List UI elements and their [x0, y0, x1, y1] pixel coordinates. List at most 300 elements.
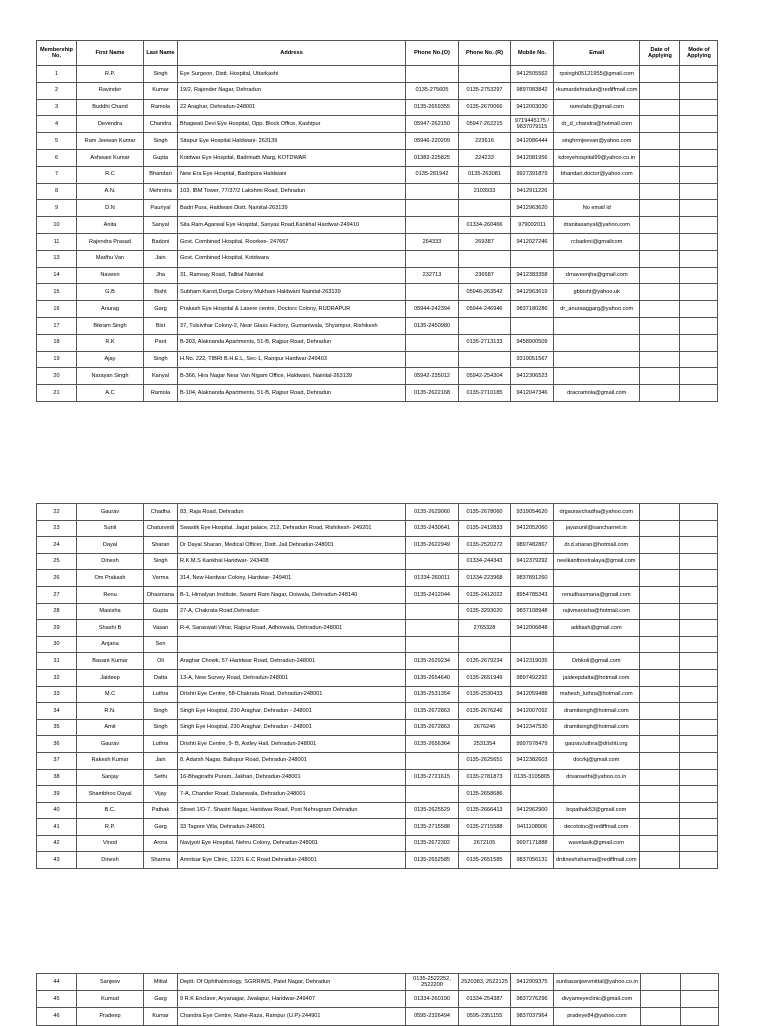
- date-of-applying-cell: [640, 200, 680, 217]
- table-row: [37, 603, 718, 620]
- email-cell: sunitasanjeevmittal@yahoo.co.in: [554, 974, 641, 991]
- address-cell: Kotdwar Eye Hospital, Badrinath Marg, KOTDWAR: [178, 149, 406, 166]
- last-name-cell: Pauriyal: [144, 200, 178, 217]
- email-cell: [554, 368, 640, 385]
- mobile-cell: 9412052060: [511, 520, 554, 537]
- email-cell: mahesh_luthra@hotmail.com: [554, 686, 640, 703]
- table-row: [37, 636, 718, 653]
- first-name-cell: Bikram Singh: [77, 317, 144, 334]
- mobile-cell: 9412379292: [511, 553, 554, 570]
- address-cell: Prakash Eye Hospital & Lasere centre, Doctors Colony, RUDRAPUR: [178, 301, 406, 318]
- phone-office-cell: [406, 620, 459, 637]
- table-row: [37, 553, 718, 570]
- table-row: [37, 200, 718, 217]
- address-cell: 7-A, Chander Road, Dalanwala, Dehradun-248001: [178, 786, 406, 803]
- table-row: [37, 351, 718, 368]
- email-cell: No email id: [554, 200, 640, 217]
- mobile-cell: 9412081956: [511, 149, 554, 166]
- mobile-cell: 9412505562: [511, 66, 554, 83]
- email-cell: Drbkoli@gmail.com: [554, 653, 640, 670]
- phone-office-cell: [406, 603, 459, 620]
- phone-residence-cell: 2765328: [459, 620, 511, 637]
- table-row: [37, 686, 718, 703]
- header-last-name: Last Name: [144, 41, 178, 66]
- mobile-cell: 9997978479: [511, 736, 554, 753]
- email-cell: [554, 351, 640, 368]
- email-cell: [554, 183, 640, 200]
- phone-office-cell: 0135-281942: [406, 166, 459, 183]
- address-cell: Singh Eye Hospital, 230 Araghar, Dehradun - 248001: [178, 703, 406, 720]
- membership-no-cell: 13: [37, 250, 77, 267]
- first-name-cell: Ashwani Kumar: [77, 149, 144, 166]
- mode-of-applying-cell: [679, 786, 717, 803]
- date-of-applying-cell: [640, 183, 680, 200]
- address-cell: Bhagwati Devi Eye Hospital, Opp. Block Office, Kashipur: [178, 116, 406, 133]
- mode-of-applying-cell: [680, 116, 718, 133]
- first-name-cell: Buddhi Chand: [77, 99, 144, 116]
- mobile-cell: 979002011: [511, 217, 554, 234]
- address-cell: 19/2, Rajender Nagar, Dehradun: [178, 82, 406, 99]
- phone-office-cell: 0135-2625529: [406, 802, 459, 819]
- table-row: [37, 504, 718, 521]
- phone-residence-cell: 01334-223968: [459, 570, 511, 587]
- address-cell: Govt. Combined Hospital, Kotdwara: [178, 250, 406, 267]
- table-row: [37, 99, 718, 116]
- table-row: [37, 183, 718, 200]
- mode-of-applying-cell: [680, 1008, 718, 1025]
- mode-of-applying-cell: [680, 66, 718, 83]
- email-cell: drnaveenjha@gmail.com: [554, 267, 640, 284]
- date-of-applying-cell: [640, 66, 680, 83]
- mobile-cell: 9412003030: [511, 99, 554, 116]
- email-cell: rkumardehradun@rediffmail.com: [554, 82, 640, 99]
- membership-no-cell: 39: [37, 786, 77, 803]
- email-cell: bcpathak53@gmail.com: [554, 802, 640, 819]
- membership-no-cell: 24: [37, 537, 77, 554]
- mobile-cell: 9458900509: [511, 334, 554, 351]
- table-row: [37, 537, 718, 554]
- mode-of-applying-cell: [679, 520, 717, 537]
- phone-office-cell: 05942-235012: [406, 368, 459, 385]
- membership-no-cell: 25: [37, 553, 77, 570]
- phone-residence-cell: 0135-2753297: [459, 82, 511, 99]
- address-cell: 27-A, Chakrata Road,Dehradun: [178, 603, 406, 620]
- first-name-cell: Sanjeev: [77, 974, 144, 991]
- header-phone-residence: Phone No. (R): [459, 41, 511, 66]
- mobile-cell: 9412963620: [511, 200, 554, 217]
- first-name-cell: Amit: [77, 719, 144, 736]
- phone-office-cell: 0135-2652585: [406, 852, 459, 869]
- phone-office-cell: 0135-2430641: [406, 520, 459, 537]
- mobile-cell: [511, 250, 554, 267]
- email-cell: [554, 317, 640, 334]
- mobile-cell: 9837037964: [511, 1008, 554, 1025]
- email-cell: [554, 636, 640, 653]
- address-cell: Subham Karoti,Durga Colony Mukhani Haldwani Nainital-263139: [178, 284, 406, 301]
- phone-office-cell: [406, 786, 459, 803]
- membership-no-cell: 1: [37, 66, 77, 83]
- members-table-1: [36, 40, 718, 402]
- address-cell: 16-Bhagirathi Puram, Jakhan, Dehradun-248001: [178, 769, 406, 786]
- phone-office-cell: 0135-2531354: [406, 686, 459, 703]
- mode-of-applying-cell: [679, 586, 717, 603]
- phone-office-cell: 01334-260011: [406, 570, 459, 587]
- phone-office-cell: 0135-2622949: [406, 537, 459, 554]
- mode-of-applying-cell: [680, 368, 718, 385]
- last-name-cell: Ramola: [144, 385, 178, 402]
- last-name-cell: Chandra: [144, 116, 178, 133]
- mode-of-applying-cell: [679, 769, 717, 786]
- mode-of-applying-cell: [679, 703, 717, 720]
- membership-no-cell: 33: [37, 686, 77, 703]
- email-cell: jayasunil@sancharnet.in: [554, 520, 640, 537]
- mode-of-applying-cell: [679, 719, 717, 736]
- table-row: [37, 752, 718, 769]
- first-name-cell: R.C: [77, 166, 144, 183]
- first-name-cell: Naveen: [77, 267, 144, 284]
- date-of-applying-cell: [640, 284, 680, 301]
- date-of-applying-cell: [640, 233, 680, 250]
- table-row: [37, 149, 718, 166]
- mode-of-applying-cell: [679, 553, 717, 570]
- mobile-cell: 9412007092: [511, 703, 554, 720]
- phone-office-cell: 0135-2522252, 2522200: [406, 974, 459, 991]
- membership-no-cell: 34: [37, 703, 77, 720]
- table-row: [37, 385, 718, 402]
- email-cell: dr.d.sharan@hotmail.com: [554, 537, 640, 554]
- first-name-cell: B.C.: [77, 802, 144, 819]
- first-name-cell: Ajay: [77, 351, 144, 368]
- email-cell: singhrmjeevan@yahoo.com: [554, 133, 640, 150]
- email-cell: drgauravchadha@yahoo.com: [554, 504, 640, 521]
- email-cell: pradeye84@yahoo.com: [554, 1008, 641, 1025]
- email-cell: [554, 786, 640, 803]
- first-name-cell: Narayan Singh: [77, 368, 144, 385]
- phone-residence-cell: [459, 636, 511, 653]
- mode-of-applying-cell: [679, 620, 717, 637]
- mobile-cell: 9837276296: [511, 991, 554, 1008]
- mode-of-applying-cell: [679, 752, 717, 769]
- membership-no-cell: 43: [37, 852, 77, 869]
- email-cell: [554, 250, 640, 267]
- date-of-applying-cell: [640, 99, 680, 116]
- address-cell: R.K.M.S Kankhal Haridwar- 243408: [178, 553, 406, 570]
- email-cell: dracramola@gmail.com: [554, 385, 640, 402]
- date-of-applying-cell: [640, 301, 680, 318]
- last-name-cell: Chadha: [144, 504, 178, 521]
- first-name-cell: R.P.: [77, 819, 144, 836]
- mode-of-applying-cell: [679, 802, 717, 819]
- members-table-2: [36, 503, 718, 869]
- mode-of-applying-cell: [679, 669, 717, 686]
- email-cell: dranitasanyal@yahoo.com: [554, 217, 640, 234]
- membership-no-cell: 45: [37, 991, 77, 1008]
- table-row: [37, 250, 718, 267]
- last-name-cell: Arora: [144, 835, 178, 852]
- phone-office-cell: [406, 200, 459, 217]
- date-of-applying-cell: [639, 786, 679, 803]
- phone-residence-cell: 2676246: [459, 719, 511, 736]
- mode-of-applying-cell: [680, 385, 718, 402]
- header-first-name: First Name: [77, 41, 144, 66]
- mobile-cell: 9412027246: [511, 233, 554, 250]
- phone-residence-cell: 0135-2530433: [459, 686, 511, 703]
- phone-office-cell: [406, 351, 459, 368]
- date-of-applying-cell: [639, 719, 679, 736]
- mode-of-applying-cell: [679, 852, 717, 869]
- first-name-cell: Rajendra Prasad: [77, 233, 144, 250]
- table-row: [37, 802, 718, 819]
- last-name-cell: Dhasmana: [144, 586, 178, 603]
- email-cell: neelkanthnetralaya@gmail.com: [554, 553, 640, 570]
- membership-no-cell: 29: [37, 620, 77, 637]
- phone-office-cell: 05944-242394: [406, 301, 459, 318]
- mode-of-applying-cell: [680, 351, 718, 368]
- date-of-applying-cell: [639, 686, 679, 703]
- last-name-cell: Chaturvedi: [144, 520, 178, 537]
- membership-no-cell: 4: [37, 116, 77, 133]
- mode-of-applying-cell: [680, 250, 718, 267]
- last-name-cell: Singh: [144, 66, 178, 83]
- date-of-applying-cell: [640, 149, 680, 166]
- phone-office-cell: 0135-2721615: [406, 769, 459, 786]
- mode-of-applying-cell: [680, 301, 718, 318]
- phone-residence-cell: 0135-2412833: [459, 520, 511, 537]
- header-mode-of-applying: Mode of Applying: [680, 41, 718, 66]
- phone-office-cell: 0135-2629060: [406, 504, 459, 521]
- date-of-applying-cell: [639, 653, 679, 670]
- address-cell: Dr Dayal Sharan, Medical Officer, Distt. Jail Dehradun-248001: [178, 537, 406, 554]
- mobile-cell: 9897083842: [511, 82, 554, 99]
- phone-residence-cell: 0135-2670066: [459, 99, 511, 116]
- mobile-cell: 9412911226: [511, 183, 554, 200]
- mobile-cell: 9897492292: [511, 669, 554, 686]
- last-name-cell: Verma: [144, 570, 178, 587]
- address-cell: Swastik Eye Hospital, Jagat palace, 212, Dehradun Road, Rishikesh- 249201: [178, 520, 406, 537]
- table-row: [37, 133, 718, 150]
- email-cell: rpsingh05121955@gmail.com: [554, 66, 640, 83]
- membership-no-cell: 8: [37, 183, 77, 200]
- membership-no-cell: 32: [37, 669, 77, 686]
- email-cell: [554, 334, 640, 351]
- phone-office-cell: 264333: [406, 233, 459, 250]
- table-row: [37, 835, 718, 852]
- address-cell: H.No. 222, TIBRI B.H.E.L, Sec-1, Ranipur Hardwar-249403: [178, 351, 406, 368]
- membership-no-cell: 46: [37, 1008, 77, 1025]
- mobile-cell: 9412047346: [511, 385, 554, 402]
- phone-residence-cell: 0135-2678060: [459, 504, 511, 521]
- first-name-cell: Renu: [77, 586, 144, 603]
- phone-residence-cell: 0135-2666413: [459, 802, 511, 819]
- membership-no-cell: 21: [37, 385, 77, 402]
- membership-no-cell: 19: [37, 351, 77, 368]
- address-cell: [178, 636, 406, 653]
- email-cell: rajivmanisha@hotmail.com: [554, 603, 640, 620]
- date-of-applying-cell: [639, 736, 679, 753]
- date-of-applying-cell: [639, 570, 679, 587]
- last-name-cell: Bhandari: [144, 166, 178, 183]
- first-name-cell: Anurag: [77, 301, 144, 318]
- mobile-cell: 9837056131: [511, 852, 554, 869]
- mode-of-applying-cell: [680, 233, 718, 250]
- address-cell: 314, New Hardwar Colony, Hardwar- 249401: [178, 570, 406, 587]
- first-name-cell: Jaideep: [77, 669, 144, 686]
- date-of-applying-cell: [639, 537, 679, 554]
- header-address: Address: [178, 41, 406, 66]
- last-name-cell: Gupta: [144, 603, 178, 620]
- email-cell: decotoinc@rediffmail.com: [554, 819, 640, 836]
- address-cell: Sitapur Eye Hospital Haldwani- 263139: [178, 133, 406, 150]
- date-of-applying-cell: [639, 636, 679, 653]
- table-row: [37, 586, 718, 603]
- date-of-applying-cell: [639, 504, 679, 521]
- mode-of-applying-cell: [680, 99, 718, 116]
- last-name-cell: Kanyal: [144, 368, 178, 385]
- address-cell: B-1, Himalyan Institute, Swami Ram Nagar, Doiwala, Dehradun-248140: [178, 586, 406, 603]
- table-row: [37, 570, 718, 587]
- mobile-cell: 9412059488: [511, 686, 554, 703]
- last-name-cell: Bisht: [144, 284, 178, 301]
- table-row: [37, 719, 718, 736]
- email-cell: dramitsingh@hotmail.com: [554, 719, 640, 736]
- mobile-cell: 9412347530: [511, 719, 554, 736]
- table-row: [37, 334, 718, 351]
- phone-residence-cell: 01334-260466: [459, 217, 511, 234]
- table-row: [37, 233, 718, 250]
- mode-of-applying-cell: [680, 133, 718, 150]
- mobile-cell: 9719445175 / 9837079115: [511, 116, 554, 133]
- mobile-cell: [511, 317, 554, 334]
- mode-of-applying-cell: [679, 835, 717, 852]
- mode-of-applying-cell: [679, 603, 717, 620]
- first-name-cell: Dinesh: [77, 852, 144, 869]
- phone-office-cell: 0595-2326494: [406, 1008, 459, 1025]
- mode-of-applying-cell: [680, 991, 718, 1008]
- first-name-cell: Anjana: [77, 636, 144, 653]
- date-of-applying-cell: [640, 1008, 680, 1025]
- first-name-cell: A.N.: [77, 183, 144, 200]
- address-cell: R-4, Saraswati Vihar, Rajpur Road, Adhoiwala, Dehradun-248001: [178, 620, 406, 637]
- membership-no-cell: 17: [37, 317, 77, 334]
- mode-of-applying-cell: [680, 200, 718, 217]
- date-of-applying-cell: [639, 769, 679, 786]
- membership-no-cell: 11: [37, 233, 77, 250]
- first-name-cell: A.C: [77, 385, 144, 402]
- mobile-cell: 9927391879: [511, 166, 554, 183]
- phone-office-cell: 0135-2715588: [406, 819, 459, 836]
- date-of-applying-cell: [640, 82, 680, 99]
- mobile-cell: 9997171888: [511, 835, 554, 852]
- membership-no-cell: 22: [37, 504, 77, 521]
- mode-of-applying-cell: [679, 736, 717, 753]
- phone-residence-cell: 2672105: [459, 835, 511, 852]
- mode-of-applying-cell: [680, 267, 718, 284]
- membership-no-cell: 16: [37, 301, 77, 318]
- header-mobile: Mobile No.: [511, 41, 554, 66]
- first-name-cell: R.N.: [77, 703, 144, 720]
- phone-residence-cell: 269387: [459, 233, 511, 250]
- mode-of-applying-cell: [680, 317, 718, 334]
- phone-residence-cell: 05942-254304: [459, 368, 511, 385]
- membership-no-cell: 28: [37, 603, 77, 620]
- header-email: Email: [554, 41, 640, 66]
- mode-of-applying-cell: [680, 149, 718, 166]
- header-row: [37, 41, 718, 66]
- first-name-cell: Shashi B: [77, 620, 144, 637]
- membership-no-cell: 9: [37, 200, 77, 217]
- phone-residence-cell: 01334-244343: [459, 553, 511, 570]
- table-row: [37, 703, 718, 720]
- date-of-applying-cell: [640, 133, 680, 150]
- mobile-cell: 9319051567: [511, 351, 554, 368]
- phone-residence-cell: 2531354: [459, 736, 511, 753]
- last-name-cell: Singh: [144, 133, 178, 150]
- phone-office-cell: 0135-2659355: [406, 99, 459, 116]
- phone-office-cell: 0135-2629234: [406, 653, 459, 670]
- mobile-cell: 9897482867: [511, 537, 554, 554]
- last-name-cell: Bist: [144, 317, 178, 334]
- date-of-applying-cell: [639, 835, 679, 852]
- last-name-cell: Kumar: [144, 82, 178, 99]
- phone-office-cell: [406, 334, 459, 351]
- mode-of-applying-cell: [679, 819, 717, 836]
- last-name-cell: Datta: [144, 669, 178, 686]
- last-name-cell: Oli: [144, 653, 178, 670]
- phone-residence-cell: 0135-2651585: [459, 852, 511, 869]
- last-name-cell: Jain: [144, 250, 178, 267]
- phone-residence-cell: 0135-2679234: [459, 653, 511, 670]
- address-cell: Govt. Combined Hospital, Roorkee- 247667: [178, 233, 406, 250]
- membership-no-cell: 14: [37, 267, 77, 284]
- email-cell: jaideepdatta@hotmail.com: [554, 669, 640, 686]
- phone-office-cell: 0135-2622168: [406, 385, 459, 402]
- phone-residence-cell: 224233: [459, 149, 511, 166]
- email-cell: gbbisht@yahoo.uk: [554, 284, 640, 301]
- phone-office-cell: [406, 66, 459, 83]
- first-name-cell: D.N: [77, 200, 144, 217]
- membership-no-cell: 37: [37, 752, 77, 769]
- phone-office-cell: 01382-225825: [406, 149, 459, 166]
- address-cell: 8, Adarsh Nagar, Ballupur Road, Dehradun-248001: [178, 752, 406, 769]
- mobile-cell: 8954785343: [511, 586, 554, 603]
- address-cell: Araghar Chowk, 57-Haridwar Road, Dehradun-248001: [178, 653, 406, 670]
- phone-office-cell: [406, 217, 459, 234]
- last-name-cell: Jha: [144, 267, 178, 284]
- membership-no-cell: 3: [37, 99, 77, 116]
- phone-office-cell: [406, 752, 459, 769]
- first-name-cell: Sanjay: [77, 769, 144, 786]
- last-name-cell: Sen: [144, 636, 178, 653]
- phone-residence-cell: 223616: [459, 133, 511, 150]
- table-row: [37, 66, 718, 83]
- first-name-cell: Om Prakash: [77, 570, 144, 587]
- date-of-applying-cell: [639, 802, 679, 819]
- phone-office-cell: 05947-262150: [406, 116, 459, 133]
- phone-residence-cell: [459, 317, 511, 334]
- address-cell: Eye Surgeon, Distt. Hospital, Uttarkashi: [178, 66, 406, 83]
- membership-no-cell: 20: [37, 368, 77, 385]
- phone-office-cell: 0135-275605: [406, 82, 459, 99]
- phone-office-cell: [406, 250, 459, 267]
- last-name-cell: Luthra: [144, 736, 178, 753]
- mode-of-applying-cell: [679, 653, 717, 670]
- last-name-cell: Mehrotra: [144, 183, 178, 200]
- first-name-cell: R.P.: [77, 66, 144, 83]
- phone-residence-cell: 05947-262215: [459, 116, 511, 133]
- date-of-applying-cell: [640, 267, 680, 284]
- first-name-cell: Gaurav: [77, 736, 144, 753]
- date-of-applying-cell: [639, 620, 679, 637]
